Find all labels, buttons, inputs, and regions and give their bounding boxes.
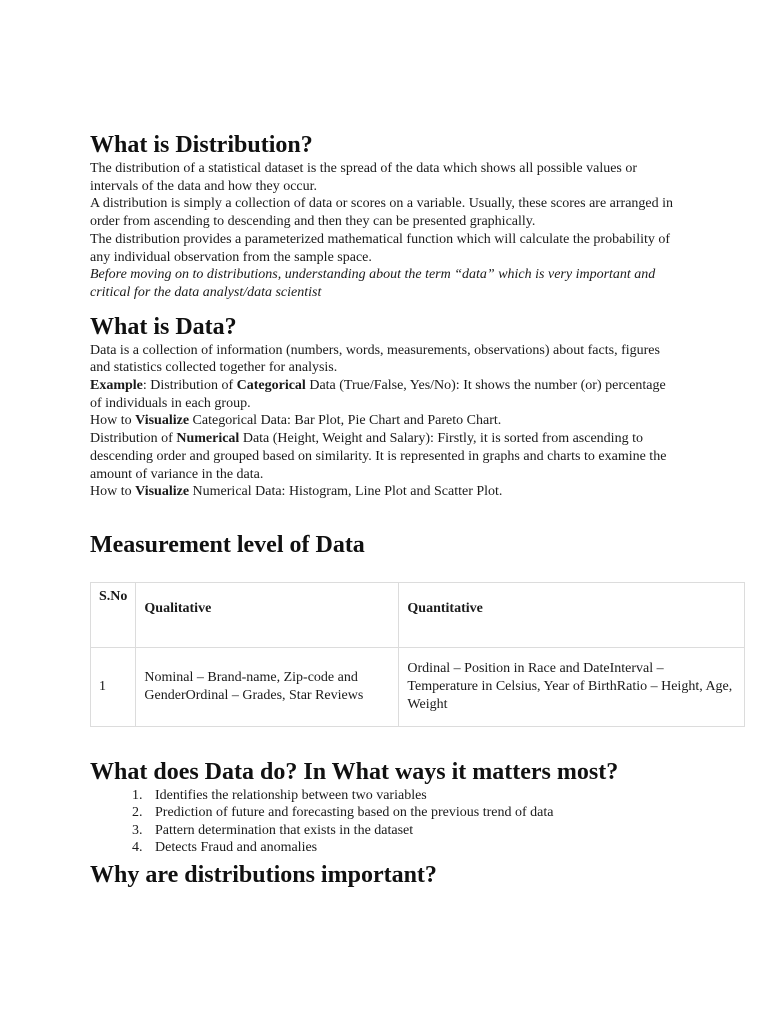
heading-what-is-distribution: What is Distribution?	[90, 132, 313, 158]
heading-why-distributions-important: Why are distributions important?	[90, 861, 437, 888]
viz2-text-a: How to	[90, 484, 136, 500]
list-item	[90, 804, 680, 822]
list-item	[90, 787, 680, 805]
viz1-text-b: Categorical Data: Bar Plot, Pie Chart and Pareto Chart.	[189, 413, 502, 429]
list-item-text: Detects Fraud and anomalies	[155, 840, 318, 856]
list-number: 2.	[132, 805, 143, 821]
table-header-row	[91, 582, 745, 647]
example-label: Example	[90, 378, 143, 394]
list-number: 4.	[132, 840, 143, 856]
matters-list	[90, 787, 680, 857]
measurement-table	[90, 582, 745, 727]
list-item-text: Prediction of future and forecasting based on the previous trend of data	[155, 805, 554, 821]
numerical-paragraph	[90, 430, 680, 483]
distribution-note: Before moving on to distributions, understanding about the term “data” which is very important and critical for the data analyst/data scientist	[90, 267, 656, 300]
categorical-label: Categorical	[236, 378, 306, 394]
heading-measurement-level: Measurement level of Data	[90, 531, 365, 558]
list-number: 3.	[132, 822, 143, 838]
cell-quantitative: Ordinal – Position in Race and DateInterval – Temperature in Celsius, Year of BirthRatio – Height, Age, Weight	[399, 647, 745, 726]
cell-sno: 1	[91, 647, 136, 726]
visualize-categorical-paragraph	[90, 412, 680, 430]
viz2-text-b: Numerical Data: Histogram, Line Plot and Scatter Plot.	[189, 484, 503, 500]
heading-what-does-data-do: What does Data do? In What ways it matters most?	[90, 758, 619, 785]
list-item-text: Identifies the relationship between two variables	[155, 787, 427, 803]
visualize-numerical-paragraph	[90, 483, 680, 501]
visualize-label-2: Visualize	[135, 484, 190, 500]
num-text-a: Distribution of	[90, 431, 177, 447]
distribution-paragraph-3: The distribution provides a parameterized mathematical function which will calculate the probability of any individual observation from the sample space.	[90, 231, 671, 265]
data-example-paragraph	[90, 377, 680, 412]
distribution-paragraph-2: A distribution is simply a collection of data or scores on a variable. Usually, these scores are arranged in order from ascending to descending and then they can be presented graphically.	[90, 196, 674, 230]
header-qualitative: Qualitative	[136, 582, 399, 647]
viz1-text-a: How to	[90, 413, 136, 429]
data-paragraph-1: Data is a collection of information (numbers, words, measurements, observations) about facts, figures and statistics collected together for analysis.	[90, 342, 660, 376]
heading-what-is-data: What is Data?	[90, 313, 237, 340]
example-text-b: Data (True/False, Yes/No): It shows the number (or) percentage of individuals in each group.	[90, 378, 666, 411]
num-text-b: Data (Height, Weight and Salary): Firstly, it is sorted from ascending to descending order and grouped based on similarity. It is represented in graphs and charts to examine the amount of variance in the data.	[90, 431, 667, 482]
list-item	[90, 839, 680, 857]
cell-qualitative: Nominal – Brand-name, Zip-code and GenderOrdinal – Grades, Star Reviews	[136, 647, 399, 726]
list-item	[90, 822, 680, 840]
list-item-text: Pattern determination that exists in the dataset	[155, 822, 414, 838]
document-content	[90, 130, 733, 890]
numerical-label: Numerical	[176, 431, 240, 447]
distribution-paragraph-1: The distribution of a statistical dataset is the spread of the data which shows all possible values or intervals of the data and how they occur.	[90, 161, 638, 194]
list-number: 1.	[132, 787, 143, 803]
visualize-label-1: Visualize	[135, 413, 190, 429]
header-sno: S.No	[91, 582, 136, 647]
table-row	[91, 647, 745, 726]
example-text-a: : Distribution of	[142, 378, 237, 394]
header-quantitative: Quantitative	[399, 582, 745, 647]
